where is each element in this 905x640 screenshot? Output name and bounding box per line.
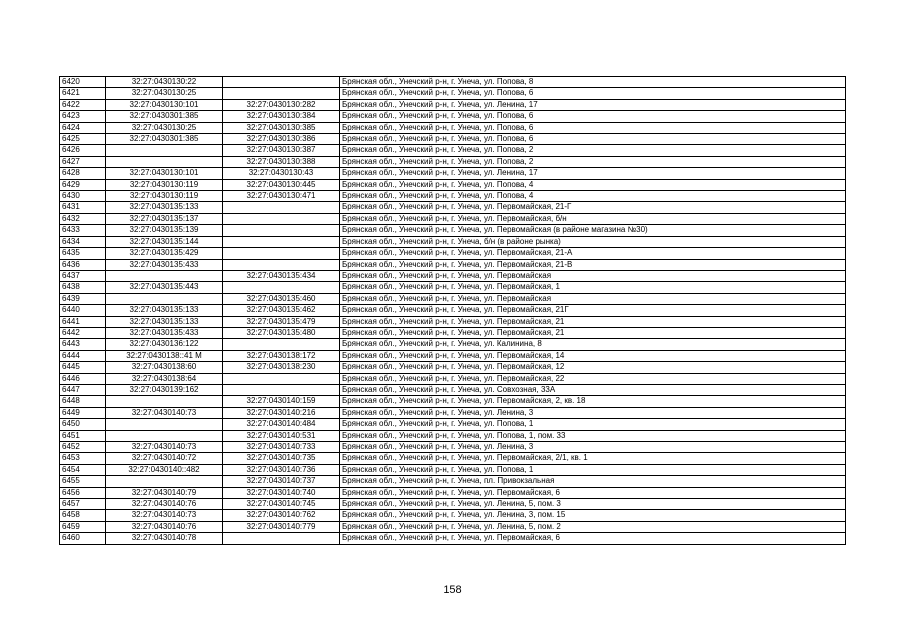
table-row [60,179,846,190]
row-number-cell: 6432 [60,213,106,224]
cadastral-number-cell: 32:27:0430138::41 М [106,350,223,361]
cadastral-number-cell: 32:27:0430301:385 [106,134,223,145]
table-row [60,145,846,156]
address-cell: Брянская обл., Унечский р-н, г. Унеча, ул. Первомайская, 6 [340,487,846,498]
related-cadastral-number-cell: 32:27:0430130:282 [223,99,340,110]
row-number-cell: 6427 [60,156,106,167]
row-number-cell: 6424 [60,122,106,133]
table-row [60,419,846,430]
related-cadastral-number-cell [223,259,340,270]
table-row [60,499,846,510]
address-cell: Брянская обл., Унечский р-н, г. Унеча, ул. Калинина, 8 [340,339,846,350]
related-cadastral-number-cell [223,236,340,247]
address-cell: Брянская обл., Унечский р-н, г. Унеча, ул. Ленина, 17 [340,99,846,110]
related-cadastral-number-cell [223,248,340,259]
cadastral-number-cell: 32:27:0430135:429 [106,248,223,259]
related-cadastral-number-cell [223,202,340,213]
row-number-cell: 6436 [60,259,106,270]
cadastral-number-cell: 32:27:0430130:119 [106,179,223,190]
address-cell: Брянская обл., Унечский р-н, г. Унеча, ул. Первомайская, б/н [340,213,846,224]
address-cell: Брянская обл., Унечский р-н, г. Унеча, ул. Попова, 6 [340,122,846,133]
address-cell: Брянская обл., Унечский р-н, г. Унеча, ул. Попова, 2 [340,156,846,167]
address-cell: Брянская обл., Унечский р-н, г. Унеча, ул. Совхозная, 33А [340,384,846,395]
cadastral-number-cell: 32:27:0430135:137 [106,213,223,224]
table-row [60,453,846,464]
address-cell: Брянская обл., Унечский р-н, г. Унеча, пл. Привокзальная [340,476,846,487]
cadastral-number-cell: 32:27:0430140:73 [106,510,223,521]
table-row [60,521,846,532]
related-cadastral-number-cell [223,88,340,99]
cadastral-number-cell: 32:27:0430130:119 [106,191,223,202]
address-cell: Брянская обл., Унечский р-н, г. Унеча, ул. Первомайская, 2/1, кв. 1 [340,453,846,464]
address-cell: Брянская обл., Унечский р-н, г. Унеча, ул. Ленина, 3, пом. 15 [340,510,846,521]
table-row [60,111,846,122]
related-cadastral-number-cell: 32:27:0430140:740 [223,487,340,498]
related-cadastral-number-cell: 32:27:0430140:745 [223,499,340,510]
related-cadastral-number-cell [223,373,340,384]
address-cell: Брянская обл., Унечский р-н, г. Унеча, ул. Ленина, 3 [340,407,846,418]
page-number: 158 [443,584,462,596]
table-row [60,134,846,145]
cadastral-number-cell: 32:27:0430301:385 [106,111,223,122]
related-cadastral-number-cell [223,384,340,395]
row-number-cell: 6428 [60,168,106,179]
cadastral-number-cell: 32:27:0430140:76 [106,499,223,510]
row-number-cell: 6438 [60,282,106,293]
address-cell: Брянская обл., Унечский р-н, г. Унеча, ул. Первомайская (в районе магазина №30) [340,225,846,236]
related-cadastral-number-cell: 32:27:0430130:387 [223,145,340,156]
row-number-cell: 6433 [60,225,106,236]
address-cell: Брянская обл., Унечский р-н, г. Унеча, ул. Ленина, 5, пом. 3 [340,499,846,510]
property-table [59,76,846,545]
cadastral-number-cell: 32:27:0430130:101 [106,168,223,179]
row-number-cell: 6425 [60,134,106,145]
table-row [60,202,846,213]
address-cell: Брянская обл., Унечский р-н, г. Унеча, ул. Первомайская, 6 [340,533,846,544]
cadastral-number-cell: 32:27:0430135:133 [106,316,223,327]
cadastral-number-cell: 32:27:0430136:122 [106,339,223,350]
related-cadastral-number-cell: 32:27:0430140:779 [223,521,340,532]
row-number-cell: 6460 [60,533,106,544]
row-number-cell: 6434 [60,236,106,247]
address-cell: Брянская обл., Унечский р-н, г. Унеча, ул. Ленина, 3 [340,442,846,453]
cadastral-number-cell: 32:27:0430130:101 [106,99,223,110]
table-row [60,350,846,361]
table-row [60,259,846,270]
row-number-cell: 6443 [60,339,106,350]
address-cell: Брянская обл., Унечский р-н, г. Унеча, ул. Первомайская, 21 [340,316,846,327]
related-cadastral-number-cell: 32:27:0430140:733 [223,442,340,453]
address-cell: Брянская обл., Унечский р-н, г. Унеча, ул. Первомайская, 14 [340,350,846,361]
related-cadastral-number-cell: 32:27:0430140:737 [223,476,340,487]
address-cell: Брянская обл., Унечский р-н, г. Унеча, ул. Первомайская, 21-В [340,259,846,270]
cadastral-number-cell: 32:27:0430138:64 [106,373,223,384]
table-row [60,384,846,395]
related-cadastral-number-cell: 32:27:0430130:445 [223,179,340,190]
row-number-cell: 6452 [60,442,106,453]
cadastral-number-cell: 32:27:0430130:25 [106,88,223,99]
table-row [60,305,846,316]
address-cell: Брянская обл., Унечский р-н, г. Унеча, ул. Попова, 6 [340,111,846,122]
related-cadastral-number-cell: 32:27:0430135:434 [223,270,340,281]
cadastral-number-cell [106,270,223,281]
related-cadastral-number-cell: 32:27:0430140:735 [223,453,340,464]
table-row [60,533,846,544]
table-row [60,248,846,259]
related-cadastral-number-cell: 32:27:0430140:484 [223,419,340,430]
cadastral-number-cell: 32:27:0430140:72 [106,453,223,464]
related-cadastral-number-cell [223,282,340,293]
row-number-cell: 6453 [60,453,106,464]
address-cell: Брянская обл., Унечский р-н, г. Унеча, ул. Первомайская [340,270,846,281]
cadastral-number-cell: 32:27:0430140:73 [106,407,223,418]
related-cadastral-number-cell: 32:27:0430130:43 [223,168,340,179]
row-number-cell: 6457 [60,499,106,510]
row-number-cell: 6435 [60,248,106,259]
row-number-cell: 6420 [60,77,106,88]
related-cadastral-number-cell: 32:27:0430130:385 [223,122,340,133]
cadastral-number-cell: 32:27:0430135:139 [106,225,223,236]
table-row [60,327,846,338]
row-number-cell: 6421 [60,88,106,99]
row-number-cell: 6445 [60,362,106,373]
address-cell: Брянская обл., Унечский р-н, г. Унеча, б/н (в районе рынка) [340,236,846,247]
related-cadastral-number-cell: 32:27:0430140:762 [223,510,340,521]
row-number-cell: 6444 [60,350,106,361]
row-number-cell: 6431 [60,202,106,213]
cadastral-number-cell: 32:27:0430140:73 [106,442,223,453]
table-row [60,373,846,384]
table-row [60,122,846,133]
related-cadastral-number-cell: 32:27:0430135:462 [223,305,340,316]
row-number-cell: 6458 [60,510,106,521]
table-row [60,191,846,202]
cadastral-number-cell [106,145,223,156]
cadastral-number-cell: 32:27:0430135:433 [106,327,223,338]
related-cadastral-number-cell: 32:27:0430130:471 [223,191,340,202]
cadastral-number-cell: 32:27:0430130:25 [106,122,223,133]
address-cell: Брянская обл., Унечский р-н, г. Унеча, ул. Попова, 2 [340,145,846,156]
table-row [60,282,846,293]
row-number-cell: 6449 [60,407,106,418]
row-number-cell: 6429 [60,179,106,190]
address-cell: Брянская обл., Унечский р-н, г. Унеча, ул. Попова, 6 [340,134,846,145]
related-cadastral-number-cell: 32:27:0430140:216 [223,407,340,418]
related-cadastral-number-cell: 32:27:0430135:460 [223,293,340,304]
address-cell: Брянская обл., Унечский р-н, г. Унеча, ул. Первомайская, 21-Г [340,202,846,213]
cadastral-number-cell [106,419,223,430]
cadastral-number-cell: 32:27:0430135:433 [106,259,223,270]
related-cadastral-number-cell: 32:27:0430130:388 [223,156,340,167]
related-cadastral-number-cell [223,533,340,544]
related-cadastral-number-cell: 32:27:0430135:480 [223,327,340,338]
table-row [60,487,846,498]
address-cell: Брянская обл., Унечский р-н, г. Унеча, ул. Первомайская, 21Г [340,305,846,316]
related-cadastral-number-cell [223,225,340,236]
address-cell: Брянская обл., Унечский р-н, г. Унеча, ул. Первомайская, 1 [340,282,846,293]
related-cadastral-number-cell [223,77,340,88]
row-number-cell: 6450 [60,419,106,430]
row-number-cell: 6439 [60,293,106,304]
table-row [60,225,846,236]
cadastral-number-cell: 32:27:0430140:76 [106,521,223,532]
cadastral-number-cell [106,293,223,304]
row-number-cell: 6422 [60,99,106,110]
table-row [60,156,846,167]
cadastral-number-cell: 32:27:0430130:22 [106,77,223,88]
cadastral-number-cell: 32:27:0430139:162 [106,384,223,395]
cadastral-number-cell: 32:27:0430135:133 [106,202,223,213]
row-number-cell: 6451 [60,430,106,441]
related-cadastral-number-cell: 32:27:0430130:386 [223,134,340,145]
table-row [60,464,846,475]
address-cell: Брянская обл., Унечский р-н, г. Унеча, ул. Попова, 1 [340,464,846,475]
address-cell: Брянская обл., Унечский р-н, г. Унеча, ул. Первомайская, 2, кв. 18 [340,396,846,407]
address-cell: Брянская обл., Унечский р-н, г. Унеча, ул. Попова, 1 [340,419,846,430]
row-number-cell: 6442 [60,327,106,338]
cadastral-number-cell: 32:27:0430138:60 [106,362,223,373]
related-cadastral-number-cell: 32:27:0430130:384 [223,111,340,122]
table-row [60,476,846,487]
cadastral-number-cell [106,156,223,167]
table-row [60,293,846,304]
table-row [60,213,846,224]
address-cell: Брянская обл., Унечский р-н, г. Унеча, ул. Попова, 6 [340,88,846,99]
cadastral-number-cell: 32:27:0430140:78 [106,533,223,544]
table-row [60,236,846,247]
cadastral-number-cell: 32:27:0430135:144 [106,236,223,247]
table-row [60,99,846,110]
table-row [60,339,846,350]
row-number-cell: 6441 [60,316,106,327]
row-number-cell: 6447 [60,384,106,395]
cadastral-number-cell [106,430,223,441]
cadastral-number-cell: 32:27:0430140:79 [106,487,223,498]
address-cell: Брянская обл., Унечский р-н, г. Унеча, ул. Ленина, 5, пом. 2 [340,521,846,532]
address-cell: Брянская обл., Унечский р-н, г. Унеча, ул. Первомайская, 21-А [340,248,846,259]
address-cell: Брянская обл., Унечский р-н, г. Унеча, ул. Попова, 1, пом. 33 [340,430,846,441]
address-cell: Брянская обл., Унечский р-н, г. Унеча, ул. Ленина, 17 [340,168,846,179]
row-number-cell: 6440 [60,305,106,316]
address-cell: Брянская обл., Унечский р-н, г. Унеча, ул. Попова, 4 [340,191,846,202]
address-cell: Брянская обл., Унечский р-н, г. Унеча, ул. Первомайская, 12 [340,362,846,373]
related-cadastral-number-cell: 32:27:0430140:531 [223,430,340,441]
table-row [60,168,846,179]
address-cell: Брянская обл., Унечский р-н, г. Унеча, ул. Первомайская, 22 [340,373,846,384]
table-row [60,442,846,453]
address-cell: Брянская обл., Унечский р-н, г. Унеча, ул. Попова, 8 [340,77,846,88]
related-cadastral-number-cell: 32:27:0430140:159 [223,396,340,407]
row-number-cell: 6448 [60,396,106,407]
table-row [60,316,846,327]
table-row [60,77,846,88]
row-number-cell: 6437 [60,270,106,281]
related-cadastral-number-cell [223,213,340,224]
row-number-cell: 6446 [60,373,106,384]
address-cell: Брянская обл., Унечский р-н, г. Унеча, ул. Первомайская, 21 [340,327,846,338]
cadastral-number-cell [106,476,223,487]
table-row [60,510,846,521]
row-number-cell: 6426 [60,145,106,156]
cadastral-number-cell: 32:27:0430140::482 [106,464,223,475]
table-row [60,407,846,418]
related-cadastral-number-cell: 32:27:0430138:230 [223,362,340,373]
table-row [60,270,846,281]
row-number-cell: 6456 [60,487,106,498]
row-number-cell: 6454 [60,464,106,475]
cadastral-number-cell [106,396,223,407]
address-cell: Брянская обл., Унечский р-н, г. Унеча, ул. Попова, 4 [340,179,846,190]
related-cadastral-number-cell: 32:27:0430138:172 [223,350,340,361]
table-row [60,396,846,407]
row-number-cell: 6455 [60,476,106,487]
row-number-cell: 6423 [60,111,106,122]
related-cadastral-number-cell [223,339,340,350]
related-cadastral-number-cell: 32:27:0430135:479 [223,316,340,327]
row-number-cell: 6430 [60,191,106,202]
related-cadastral-number-cell: 32:27:0430140:736 [223,464,340,475]
table-row [60,88,846,99]
table-row [60,430,846,441]
address-cell: Брянская обл., Унечский р-н, г. Унеча, ул. Первомайская [340,293,846,304]
table-row [60,362,846,373]
cadastral-number-cell: 32:27:0430135:133 [106,305,223,316]
table-body [60,77,846,545]
cadastral-number-cell: 32:27:0430135:443 [106,282,223,293]
row-number-cell: 6459 [60,521,106,532]
